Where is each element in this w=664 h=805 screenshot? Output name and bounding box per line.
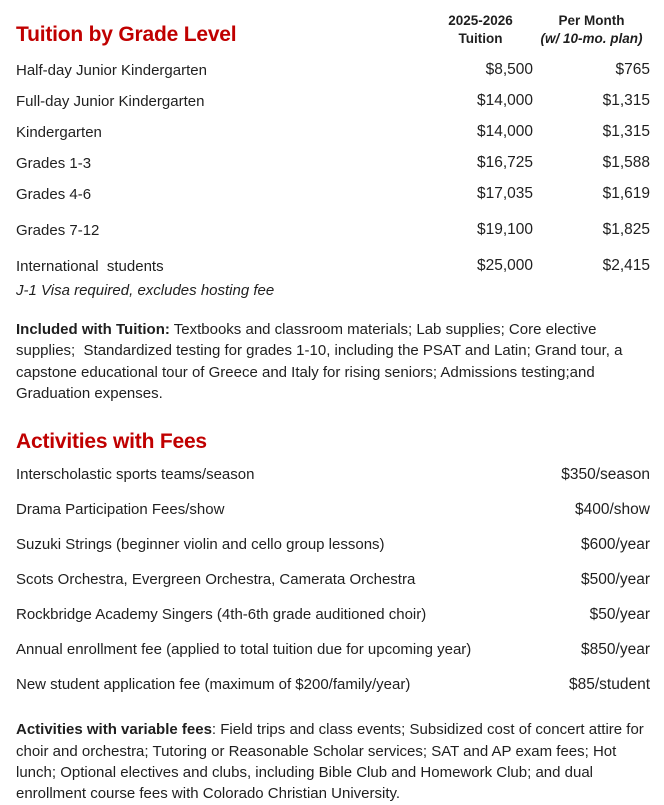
per-month-value: $1,619	[602, 185, 650, 203]
activity-row-suzuki-strings	[16, 528, 650, 563]
activity-label: Annual enrollment fee (applied to total tuition due for upcoming year)	[16, 641, 472, 659]
activities-section-title: Activities with Fees	[16, 430, 207, 454]
column-header-tuition-line2: Tuition	[458, 30, 503, 46]
grade-label: Grades 7-12	[16, 222, 100, 240]
variable-fees-paragraph	[16, 719, 650, 804]
column-header-per-month-line1: Per Month	[558, 13, 625, 28]
tuition-value: $19,100	[476, 221, 533, 239]
per-month-value: $2,415	[602, 257, 650, 275]
activity-label: Scots Orchestra, Evergreen Orchestra, Camerata Orchestra	[16, 571, 416, 589]
column-header-per-month-line2: (w/ 10-mo. plan)	[540, 30, 643, 46]
activity-row-orchestras	[16, 563, 650, 598]
international-students-note: J-1 Visa required, excludes hosting fee	[16, 282, 275, 300]
tuition-row-international	[16, 246, 650, 282]
tuition-section-title: Tuition by Grade Level	[16, 22, 237, 46]
included-with-tuition-text: Textbooks and classroom materials; Lab supplies; Core elective supplies; Standardized testing for grades 1-10, including the PSAT and Latin; Grand tour, a capstone educational tour of Greece and Italy for rising seniors; Admissions testing;and Graduation expenses.	[16, 321, 627, 402]
tuition-row-grades-7-12	[16, 210, 650, 246]
column-header-tuition	[428, 12, 533, 49]
tuition-row-grades-1-3	[16, 148, 650, 179]
tuition-value: $17,035	[476, 185, 533, 203]
grade-label: Grades 1-3	[16, 155, 92, 173]
per-month-value: $765	[615, 61, 650, 79]
grade-label: International students	[16, 258, 164, 276]
tuition-row-full-day-jk	[16, 86, 650, 117]
activity-row-drama	[16, 493, 650, 528]
grade-label: Full-day Junior Kindergarten	[16, 93, 205, 111]
activity-fee: $350/season	[561, 466, 650, 484]
tuition-value: $8,500	[485, 61, 533, 79]
included-with-tuition-lead: Included with Tuition:	[16, 321, 170, 339]
variable-fees-text: : Field trips and class events; Subsidized cost of concert attire for choir and orchestra; Tutoring or Reasonable Scholar services; SAT and AP exam fees; Hot lunch; Optional electives and clubs, including Bible Club and Homework Club; and dual enrollment course fees with Colorado Christian University.	[16, 721, 648, 803]
grade-label: Grades 4-6	[16, 186, 92, 204]
variable-fees-lead: Activities with variable fees	[16, 721, 212, 739]
activity-fee: $400/show	[575, 501, 650, 519]
included-with-tuition-paragraph	[16, 319, 650, 404]
per-month-value: $1,315	[602, 123, 650, 141]
per-month-value: $1,825	[602, 221, 650, 239]
activity-fee: $600/year	[581, 536, 650, 554]
column-header-tuition-line1: 2025-2026	[448, 13, 513, 28]
column-header-per-month	[533, 12, 650, 49]
activity-label: New student application fee (maximum of $200/family/year)	[16, 676, 411, 694]
activity-row-enrollment-fee	[16, 633, 650, 668]
activity-row-sports	[16, 458, 650, 493]
activity-row-singers	[16, 598, 650, 633]
activity-fee: $850/year	[581, 641, 650, 659]
tuition-row-kindergarten	[16, 117, 650, 148]
per-month-value: $1,588	[602, 154, 650, 172]
tuition-value: $16,725	[476, 154, 533, 172]
activity-label: Drama Participation Fees/show	[16, 501, 225, 519]
tuition-value: $25,000	[476, 257, 533, 275]
per-month-value: $1,315	[602, 92, 650, 110]
tuition-row-grades-4-6	[16, 179, 650, 210]
tuition-row-half-day-jk	[16, 55, 650, 86]
activity-fee: $85/student	[568, 676, 650, 694]
activity-label: Interscholastic sports teams/season	[16, 466, 255, 484]
grade-label: Half-day Junior Kindergarten	[16, 62, 207, 80]
tuition-value: $14,000	[476, 123, 533, 141]
activity-row-application-fee	[16, 668, 650, 703]
tuition-value: $14,000	[476, 92, 533, 110]
activity-fee: $50/year	[589, 606, 650, 624]
grade-label: Kindergarten	[16, 124, 102, 142]
activity-label: Rockbridge Academy Singers (4th-6th grade auditioned choir)	[16, 606, 427, 624]
activity-label: Suzuki Strings (beginner violin and cello group lessons)	[16, 536, 385, 554]
activity-fee: $500/year	[581, 571, 650, 589]
tuition-table-header	[16, 12, 650, 49]
